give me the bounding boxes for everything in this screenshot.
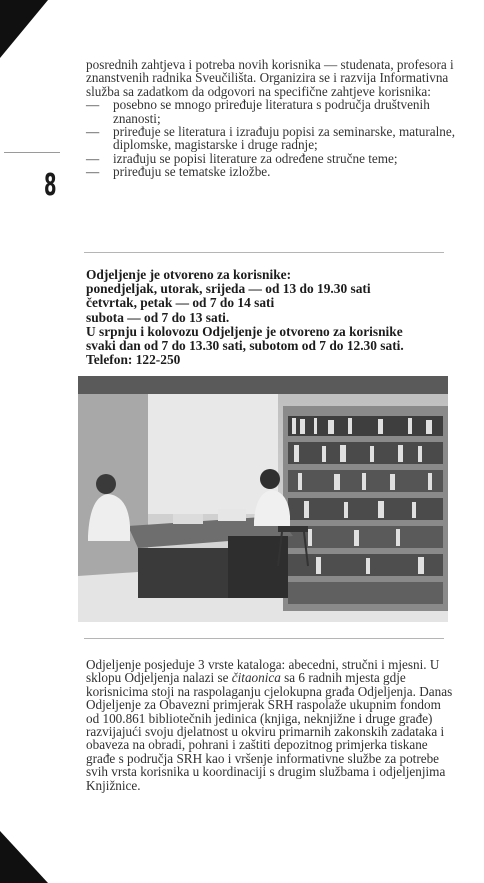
hours-line: svaki dan od 7 do 13.30 sati, subotom od 7 do 12.30 sati. <box>86 338 404 354</box>
opening-hours <box>86 268 456 367</box>
service-list <box>86 98 456 178</box>
corner-decoration-top <box>0 0 48 58</box>
collection-section <box>86 658 456 792</box>
reading-room-term: čitaonica <box>231 670 281 686</box>
intro-paragraph: posrednih zahtjeva i potreba novih korisnika — studenata, profesora i znanstvenih radnika Sveučilišta. Organizira se i razvija Informativna služba sa zadatkom da odgovori na specifične zahtjeve korisnika: <box>86 57 454 99</box>
hours-line: subota — od 7 do 13 sati. <box>86 309 230 325</box>
paragraph-text: Odjeljenje posjeduje 3 vrste kataloga: abecedni, stručni i mjesni. U sklopu Odjeljenja nalazi se <box>86 657 440 686</box>
list-item: — priređuje se literatura i izrađuju popisi za seminarske, maturalne, diplomske, magistarske i druge radnje; <box>86 125 456 152</box>
hours-line: ponedjeljak, utorak, srijeda — od 13 do 19.30 sati <box>86 281 371 297</box>
collection-paragraph <box>86 658 456 792</box>
margin-rule <box>4 152 60 153</box>
list-item: — priređuju se tematske izložbe. <box>86 165 456 178</box>
page-number: 8 <box>44 168 57 203</box>
hours-line: četvrtak, petak — od 7 do 14 sati <box>86 295 275 311</box>
list-item: — izrađuju se popisi literature za određene stručne teme; <box>86 152 456 165</box>
phone-number: Telefon: 122-250 <box>86 352 181 368</box>
hours-line: U srpnju i kolovozu Odjeljenje je otvoreno za korisnike <box>86 323 403 339</box>
list-item: — posebno se mnogo priređuje literatura s područja društvenih znanosti; <box>86 98 456 125</box>
divider <box>84 638 444 639</box>
paragraph-text: sa 6 radnih mjesta gdje korisnicima stoji na raspolaganju cjelokupna građa Odjeljenja. Danas Odjeljenje za Obavezni primjerak SRH raspolaže ukupnim fondom od 100.861 bibliotečnih jedinica (knjiga, neknjižne i druge građe) razvijajući svoju djelatnost u okviru primarnih zakonskih zadataka i obaveza na obradi, pohrani i zaštiti depozitnog primjerka tiskane građe s područja SRH kao i vršenje informativne službe za potrebe svih vrsta korisnika u koordinaciji s drugim službama i odjeljenjima Knjižnice. <box>86 670 453 793</box>
reading-room-photo <box>78 376 448 622</box>
corner-decoration-bottom <box>0 831 48 883</box>
intro-section <box>86 58 456 179</box>
divider <box>84 252 444 253</box>
hours-heading: Odjeljenje je otvoreno za korisnike: <box>86 267 292 282</box>
